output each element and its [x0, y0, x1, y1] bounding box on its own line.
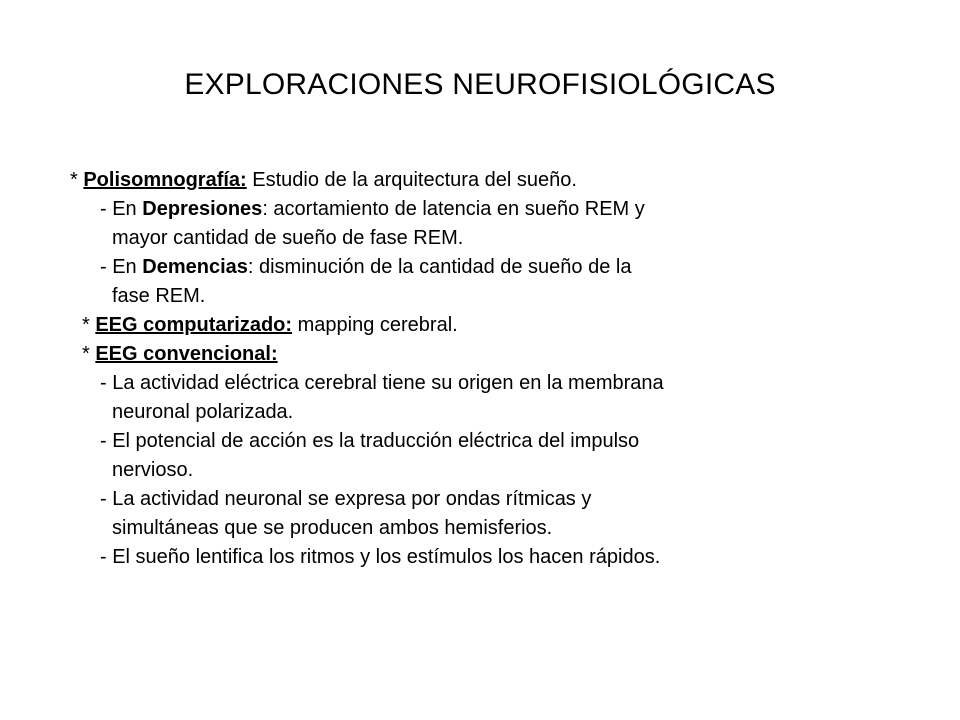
subitem-text: - La actividad eléctrica cerebral tiene su origen en la membrana — [100, 372, 664, 394]
definition-text: Estudio de la arquitectura del sueño. — [246, 169, 577, 191]
subitem-depresiones — [100, 195, 645, 223]
continuation-line: nervioso. — [112, 459, 194, 481]
subitem-demencias — [100, 253, 631, 281]
bullet-polisomnografia — [70, 166, 577, 194]
continuation-line: fase REM. — [112, 285, 206, 307]
term-polisomnografia: Polisomnografía: — [83, 169, 247, 191]
term-eeg-computarizado: EEG computarizado: — [95, 314, 293, 336]
definition-text: mapping cerebral. — [292, 314, 458, 336]
subitem-text: - El sueño lentifica los ritmos y los estímulos los hacen rápidos. — [100, 546, 661, 568]
dash-text: - En — [100, 256, 143, 278]
continuation-line: simultáneas que se producen ambos hemisferios. — [112, 517, 553, 539]
bullet-marker: * — [82, 343, 96, 365]
bullet-marker: * — [70, 169, 84, 191]
description-text: : acortamiento de latencia en sueño REM y — [262, 198, 645, 220]
continuation-line: neuronal polarizada. — [112, 401, 294, 423]
bullet-eeg-computarizado — [82, 311, 458, 339]
term-eeg-convencional: EEG convencional: — [95, 343, 278, 365]
bullet-eeg-convencional — [82, 340, 278, 368]
term-depresiones: Depresiones — [142, 198, 263, 220]
slide-title: EXPLORACIONES NEUROFISIOLÓGICAS — [184, 68, 776, 101]
bullet-marker: * — [82, 314, 96, 336]
subitem-text: - La actividad neuronal se expresa por ondas rítmicas y — [100, 488, 592, 510]
dash-text: - En — [100, 198, 143, 220]
subitem-text: - El potencial de acción es la traducción eléctrica del impulso — [100, 430, 640, 452]
description-text: : disminución de la cantidad de sueño de la — [247, 256, 632, 278]
continuation-line: mayor cantidad de sueño de fase REM. — [112, 227, 464, 249]
term-demencias: Demencias — [142, 256, 248, 278]
